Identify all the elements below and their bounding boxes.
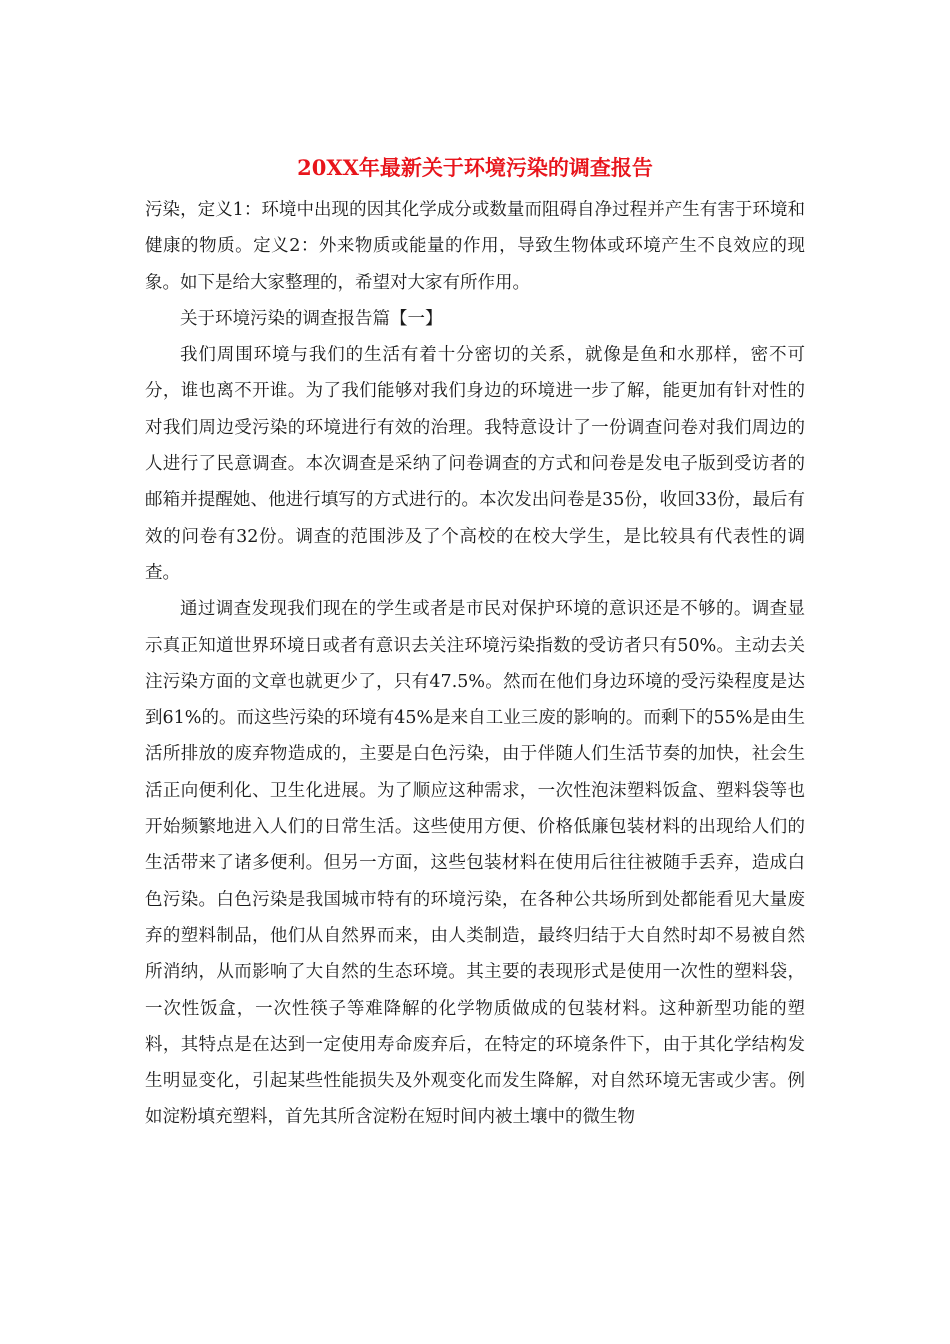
body-paragraph: 我们周围环境与我们的生活有着十分密切的关系，就像是鱼和水那样，密不可分，谁也离不开谁。为了我们能够对我们身边的环境进一步了解，能更加有针对性的对我们周边受污染的环境进行有效的治理。我特意设计了一份调查问卷对我们周边的人进行了民意调查。本次调查是采纳了问卷调查的方式和问卷是发电子版到受访者的邮箱并提醒她、他进行填写的方式进行的。本次发出问卷是35份，收回33份，最后有效的问卷有32份。调查的范围涉及了个高校的在校大学生，是比较具有代表性的调查。: [145, 345, 805, 583]
document-title: 20XX年最新关于环境污染的调查报告: [297, 155, 653, 180]
intro-paragraph: 污染，定义1：环境中出现的因其化学成分或数量而阻碍自净过程并产生有害于环境和健康的物质。定义2：外来物质或能量的作用，导致生物体或环境产生不良效应的现象。如下是给大家整理的，希望对大家有所作用。: [145, 200, 805, 293]
body-paragraph: 通过调查发现我们现在的学生或者是市民对保护环境的意识还是不够的。调查显示真正知道世界环境日或者有意识去关注环境污染指数的受访者只有50%。主动去关注污染方面的文章也就更少了，只有47.5%。然而在他们身边环境的受污染程度是达到61%的。而这些污染的环境有45%是来自工业三废的影响的。而剩下的55%是由生活所排放的废弃物造成的，主要是白色污染，由于伴随人们生活节奏的加快，社会生活正向便利化、卫生化进展。为了顺应这种需求，一次性泡沫塑料饭盒、塑料袋等也开始频繁地进入人们的日常生活。这些使用方便、价格低廉包装材料的出现给人们的生活带来了诸多便利。但另一方面，这些包装材料在使用后往往被随手丢弃，造成白色污染。白色污染是我国城市特有的环境污染，在各种公共场所到处都能看见大量废弃的塑料制品，他们从自然界而来，由人类制造，最终归结于大自然时却不易被自然所消纳，从而影响了大自然的生态环境。其主要的表现形式是使用一次性的塑料袋，一次性饭盒，一次性筷子等难降解的化学物质做成的包装材料。这种新型功能的塑料，其特点是在达到一定使用寿命废弃后，在特定的环境条件下，由于其化学结构发生明显变化，引起某些性能损失及外观变化而发生降解，对自然环境无害或少害。例如淀粉填充塑料，首先其所含淀粉在短时间内被土壤中的微生物: [145, 599, 805, 1128]
document-body: [145, 192, 805, 1136]
section-heading: 关于环境污染的调查报告篇【一】: [180, 308, 443, 329]
